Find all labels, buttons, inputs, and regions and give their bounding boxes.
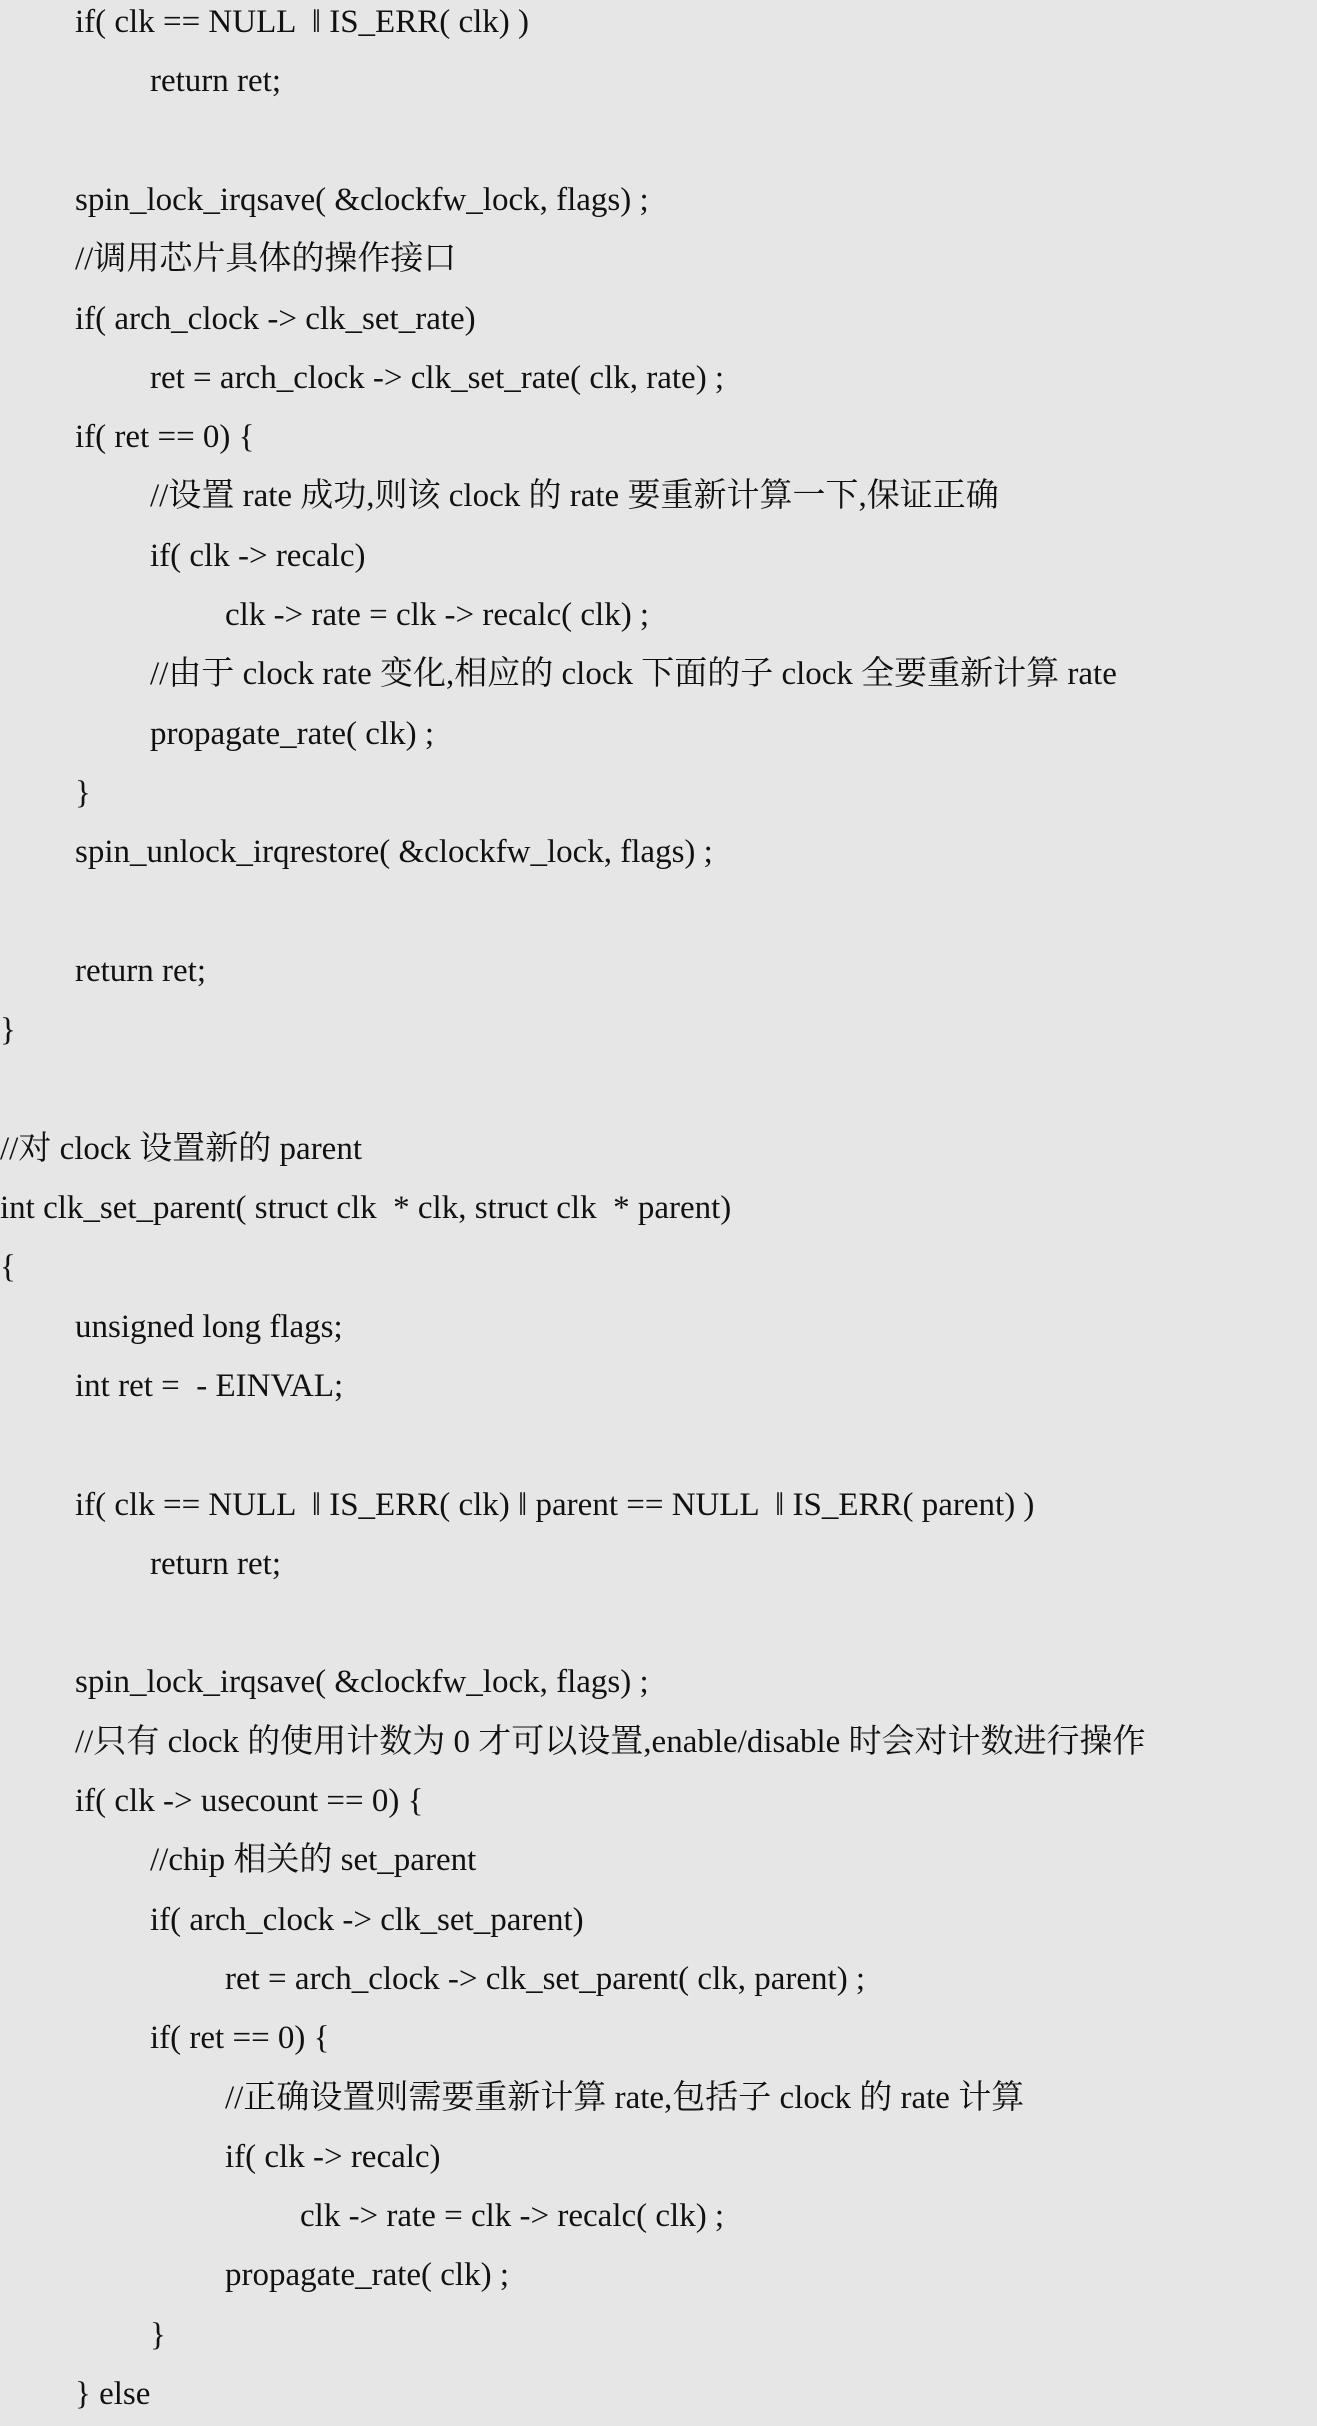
code-line: if( clk -> usecount == 0) { <box>75 1783 424 1819</box>
code-line: //对 clock 设置新的 parent <box>0 1130 363 1167</box>
code-line: if( clk -> recalc) <box>150 537 366 574</box>
code-line: propagate_rate( clk) ; <box>150 715 435 752</box>
code-line: } <box>0 1012 16 1049</box>
code-line: int ret = - EINVAL; <box>75 1367 344 1404</box>
code-line: if( ret == 0) { <box>75 419 255 456</box>
code-line: //只有 clock 的使用计数为 0 才可以设置,enable/disable 时会对计数进行操作 <box>75 1723 1146 1760</box>
code-line: ret = arch_clock -> clk_set_parent( clk, parent) ; <box>225 1960 866 1997</box>
code-line: if( clk == NULL ‖ IS_ERR( clk) ‖ parent == NULL ‖ IS_ERR( parent) ) <box>75 1486 1035 1523</box>
code-line: unsigned long flags; <box>75 1308 343 1345</box>
code-line: clk -> rate = clk -> recalc( clk) ; <box>225 597 650 633</box>
code-line: return ret; <box>75 952 207 989</box>
code-line: spin_lock_irqsave( &clockfw_lock, flags) ; <box>75 1664 649 1701</box>
code-line: spin_unlock_irqrestore( &clockfw_lock, flags) ; <box>75 834 713 871</box>
code-line: //调用芯片具体的操作接口 <box>75 241 457 278</box>
code-line: return ret; <box>150 1545 282 1582</box>
code-line: //chip 相关的 set_parent <box>150 1842 477 1879</box>
code-line: spin_lock_irqsave( &clockfw_lock, flags) ; <box>75 181 649 218</box>
code-line: if( ret == 0) { <box>150 2020 330 2057</box>
code-line: int clk_set_parent( struct clk * clk, struct clk * parent) <box>0 1190 732 1226</box>
code-line: //正确设置则需要重新计算 rate,包括子 clock 的 rate 计算 <box>225 2079 1025 2116</box>
code-line: ret = arch_clock -> clk_set_rate( clk, rate) ; <box>150 359 725 396</box>
code-line: return ret; <box>150 63 282 100</box>
code-line: } else <box>75 2376 151 2412</box>
code-line: } <box>150 2316 166 2353</box>
code-line: { <box>0 1249 16 1286</box>
code-line: propagate_rate( clk) ; <box>225 2257 510 2294</box>
code-line: //设置 rate 成功,则该 clock 的 rate 要重新计算一下,保证正确 <box>150 478 999 515</box>
code-line: if( arch_clock -> clk_set_parent) <box>150 1901 584 1938</box>
code-line: if( clk == NULL ‖ IS_ERR( clk) ) <box>75 4 530 40</box>
code-line: clk -> rate = clk -> recalc( clk) ; <box>300 2198 725 2235</box>
code-line: if( clk -> recalc) <box>225 2138 441 2175</box>
code-line: } <box>75 774 91 811</box>
code-line: if( arch_clock -> clk_set_rate) <box>75 300 476 337</box>
code-line: //由于 clock rate 变化,相应的 clock 下面的子 clock 全要重新计算 rate <box>150 656 1117 693</box>
